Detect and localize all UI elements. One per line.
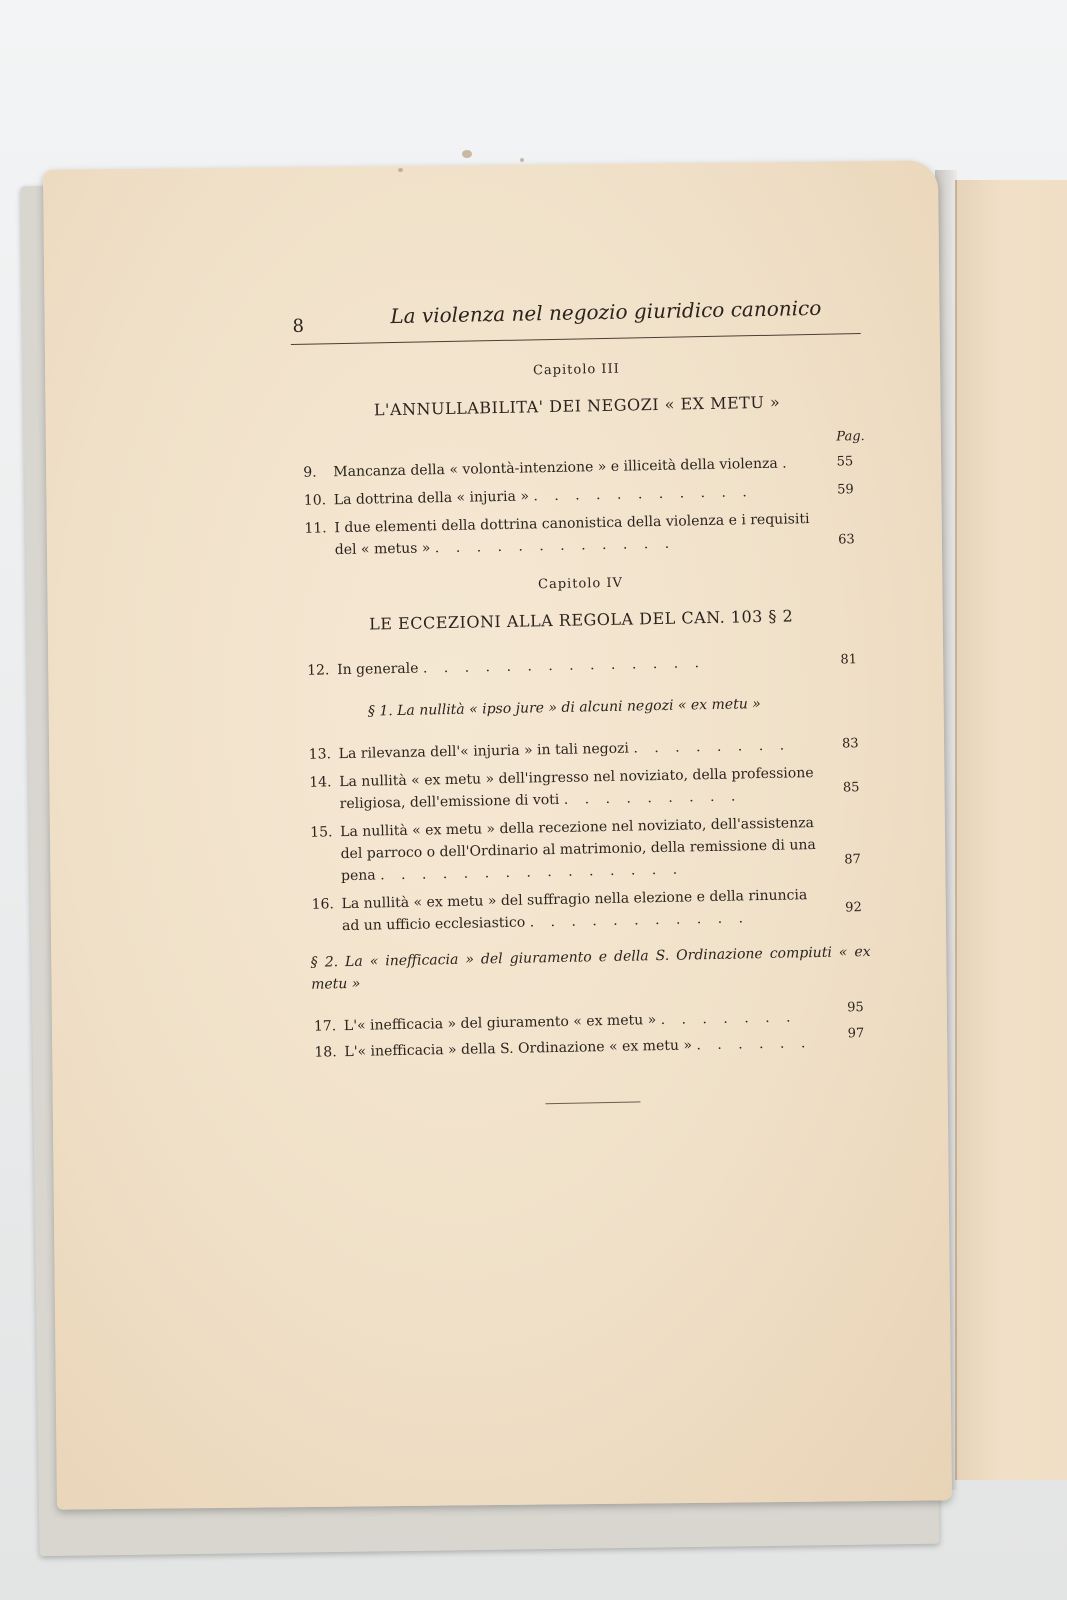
page-number: 8: [292, 315, 305, 337]
entry-number: 17.: [313, 1018, 337, 1035]
entry-number: 13.: [308, 746, 332, 763]
entry-text: Mancanza della « volontà-intenzione » e illiceità della violenza .: [333, 455, 793, 481]
toc-entry: [294, 479, 864, 512]
entry-page: 85: [842, 780, 860, 796]
entry-number: 12.: [306, 662, 330, 679]
entry-number: 9.: [303, 464, 317, 481]
entry-number: 11.: [304, 520, 327, 537]
entry-page: 92: [845, 900, 862, 916]
entry-text: In generale . . . . . . . . . . . . . .: [336, 655, 706, 679]
section-1-heading: § 1. La nullità « ipso jure » di alcuni negozi « ex metu »: [367, 696, 761, 720]
entry-text: La dottrina della « injuria » . . . . . . . . . . .: [333, 484, 753, 509]
toc-entry: [301, 883, 872, 938]
toc-entry: [293, 451, 863, 484]
pag-label: Pag.: [836, 428, 865, 445]
entry-text: I due elementi della dottrina canonistica della violenza e i requisiti del « metus » . . . . . . . . . . . .: [334, 511, 810, 559]
entry-page: 81: [840, 652, 858, 668]
running-title: La violenza nel negozio giuridico canonico: [390, 295, 822, 329]
entry-page: 87: [844, 852, 861, 868]
entry-number: 14.: [309, 774, 332, 791]
entry-number: 16.: [311, 896, 335, 913]
entry-text: L'« inefficacia » del giuramento « ex metu » . . . . . . .: [343, 1009, 797, 1035]
entry-page: 63: [838, 532, 855, 548]
entry-page: 95: [847, 1000, 864, 1016]
chapter-4-label: Capitolo IV: [537, 575, 624, 593]
chapter-3-title: L'ANNULLABILITA' DEI NEGOZI « EX METU »: [373, 392, 781, 420]
toc-entry: [300, 811, 871, 888]
entry-text: La rilevanza dell'« injuria » in tali negozi . . . . . . . .: [338, 737, 791, 763]
running-header: [290, 289, 861, 345]
toc-entry: [294, 507, 865, 562]
section-2-heading: § 2. La « inefficacia » del giuramento e della S. Ordinazione compiuti « ex metu »: [310, 943, 871, 993]
toc-entry: [297, 649, 867, 682]
table-of-contents: [290, 289, 884, 1060]
entry-page: 55: [836, 454, 854, 470]
chapter-4-title: LE ECCEZIONI ALLA REGOLA DEL CAN. 103 § 2: [369, 606, 794, 634]
entry-text: La nullità « ex metu » dell'ingresso nel noviziato, della professione religiosa, dell'emissione di voti . . . . . . . . .: [339, 765, 814, 813]
entry-page: 97: [847, 1026, 865, 1042]
toc-entry: [299, 761, 870, 816]
chapter-3-label: Capitolo III: [532, 361, 620, 379]
entry-number: 10.: [303, 492, 327, 509]
entry-text: La nullità « ex metu » della recezione nel noviziato, dell'assistenza del parroco o dell'Ordinario al matrimonio, della remissione di una pena . . . . . . . . . . . . . . .: [340, 815, 816, 885]
entry-page: 83: [841, 736, 859, 752]
entry-text: L'« inefficacia » della S. Ordinazione « ex metu » . . . . . .: [344, 1035, 812, 1061]
entry-number: 15.: [310, 824, 333, 841]
entry-text: La nullità « ex metu » del suffragio nella elezione e della rinuncia ad un ufficio ecclesiastico . . . . . . . . . . .: [341, 887, 808, 935]
entry-page: 59: [837, 482, 854, 498]
facing-page: [955, 180, 1067, 1480]
toc-entry: [299, 733, 869, 766]
entry-number: 18.: [314, 1044, 337, 1061]
